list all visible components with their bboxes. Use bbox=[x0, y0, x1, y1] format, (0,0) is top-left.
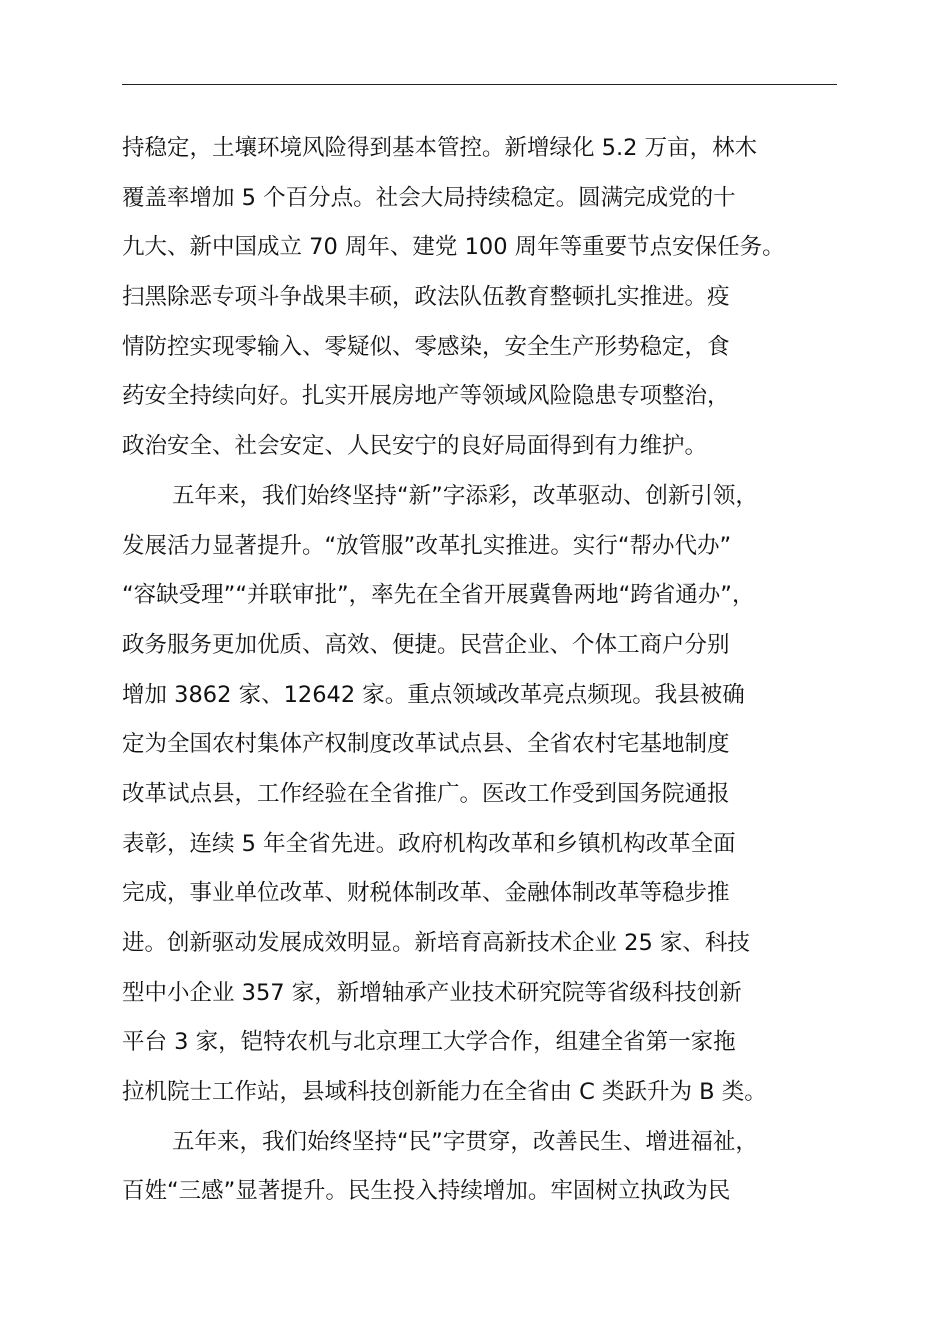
text-line: 完成，事业单位改革、财税体制改革、金融体制改革等稳步推 bbox=[122, 880, 730, 907]
text-line: 政治安全、社会安定、人民安宁的良好局面得到有力维护。 bbox=[122, 433, 708, 460]
text-line: 百姓“三感”显著提升。民生投入持续增加。牢固树立执政为民 bbox=[122, 1178, 731, 1205]
text-line: 型中小企业 357 家，新增轴承产业技术研究院等省级科技创新 bbox=[122, 979, 742, 1006]
paragraph-start-line: 五年来，我们始终坚持“民”字贯穿，改善民生、增进福祉， bbox=[172, 1128, 758, 1155]
text-line: “容缺受理”“并联审批”，率先在全省开展冀鲁两地“跨省通办”， bbox=[122, 582, 755, 609]
text-line: 九大、新中国成立 70 周年、建党 100 周年等重要节点安保任务。 bbox=[122, 234, 785, 261]
text-line: 进。创新驱动发展成效明显。新培育高新技术企业 25 家、科技 bbox=[122, 930, 750, 956]
text-line: 覆盖率增加 5 个百分点。社会大局持续稳定。圆满完成党的十 bbox=[122, 184, 736, 211]
paragraph-start-line: 五年来，我们始终坚持“新”字添彩，改革驱动、创新引领， bbox=[172, 482, 758, 509]
text-line: 政务服务更加优质、高效、便捷。民营企业、个体工商户分别 bbox=[122, 631, 730, 658]
text-line: 持稳定，土壤环境风险得到基本管控。新增绿化 5.2 万亩，林木 bbox=[122, 135, 758, 161]
text-line: 增加 3862 家、12642 家。重点领域改革亮点频现。我县被确 bbox=[122, 681, 745, 708]
body-text bbox=[122, 124, 862, 1217]
text-line: 表彰，连续 5 年全省先进。政府机构改革和乡镇机构改革全面 bbox=[122, 830, 736, 857]
text-line: 定为全国农村集体产权制度改革试点县、全省农村宅基地制度 bbox=[122, 731, 730, 758]
text-line: 情防控实现零输入、零疑似、零感染，安全生产形势稳定，食 bbox=[122, 333, 730, 360]
text-line: 平台 3 家，铠特农机与北京理工大学合作，组建全省第一家拖 bbox=[122, 1029, 736, 1056]
header-rule bbox=[122, 84, 837, 85]
text-line: 改革试点县，工作经验在全省推广。医改工作受到国务院通报 bbox=[122, 780, 730, 807]
text-line: 扫黑除恶专项斗争战果丰硕，政法队伍教育整顿扎实推进。疫 bbox=[122, 284, 730, 311]
text-line: 拉机院士工作站，县域科技创新能力在全省由 C 类跃升为 B 类。 bbox=[122, 1079, 767, 1106]
text-line: 发展活力显著提升。“放管服”改革扎实推进。实行“帮办代办” bbox=[122, 532, 732, 559]
text-line: 药安全持续向好。扎实开展房地产等领域风险隐患专项整治， bbox=[122, 383, 730, 410]
